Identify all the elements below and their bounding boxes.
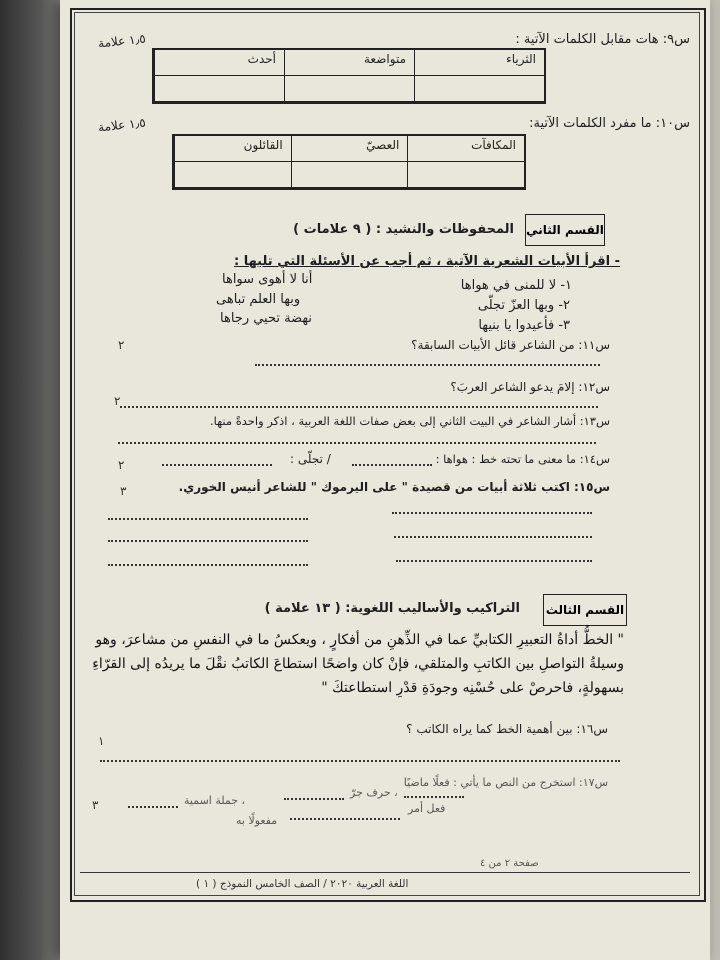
q17-answer-3[interactable] — [128, 806, 178, 808]
q10-word-1: المكافآت — [407, 136, 524, 162]
q10-answer-1[interactable] — [407, 162, 524, 188]
footer-subject: اللغة العربية ٢٠٢٠ / الصف الخامس النموذج ( ١ ) — [196, 878, 409, 890]
q9-answer-3[interactable] — [154, 76, 284, 102]
passage-line-2: وسيلةُ التواصلِ بين الكاتبِ والمتلقي، فإنْ كان واضحًا استطاعَ الكاتبُ نقْلَ ما يريدُه إلى القرّاءِ — [92, 656, 624, 672]
q11-mark: ٢ — [118, 338, 125, 352]
q10-mark: ١٫٥ علامة — [97, 115, 147, 135]
q15-line-1l[interactable] — [108, 518, 308, 520]
q9-answer-1[interactable] — [414, 76, 544, 102]
q10-label: س١٠: ما مفرد الكلمات الآتية: — [529, 116, 690, 131]
q12-mark: ٢ — [114, 394, 121, 408]
q17-part-2: ، جملة اسمية — [184, 794, 246, 807]
q10-table — [172, 134, 526, 190]
q9-word-2: متواضعة — [284, 50, 414, 76]
q13-answer-line[interactable] — [118, 442, 596, 444]
q15-line-2l[interactable] — [108, 540, 308, 542]
section-3-title: التراكيب والأساليب اللغوية: ( ١٣ علامة ) — [264, 601, 520, 616]
verse-3-right: ٣- فأعيدوا يا بنيها — [478, 318, 570, 333]
q15-label: س١٥: اكتب ثلاثة أبيات من قصيدة " على اليرموك " للشاعر أنيس الخوري. — [178, 480, 610, 494]
q14-mark: ٢ — [118, 458, 125, 472]
q15-line-3l[interactable] — [108, 564, 308, 566]
q17-answer-4[interactable] — [290, 818, 400, 820]
q9-word-1: الثرياء — [414, 50, 544, 76]
q15-line-2r[interactable] — [394, 536, 592, 538]
q16-answer-line[interactable] — [100, 760, 620, 762]
q9-mark: ١٫٥ علامة — [97, 31, 147, 51]
verse-3-left: نهضة تحيي رجاها — [220, 311, 312, 326]
verse-2-right: ٢- وبها العزّ تجلّى — [477, 298, 570, 313]
q17-mark: ٣ — [92, 798, 99, 812]
footer-page-number: صفحة ٢ من ٤ — [480, 858, 539, 869]
q17-part-1: ، حرف جرّ — [350, 786, 398, 799]
q11-label: س١١: من الشاعر قائل الأبيات السابقة؟ — [411, 338, 610, 352]
q15-line-1r[interactable] — [392, 512, 592, 514]
q10-word-2: العصيّ — [291, 136, 408, 162]
q10-answer-3[interactable] — [174, 162, 291, 188]
q10-answer-2[interactable] — [291, 162, 408, 188]
verse-1-right: ١- لا للمنى في هواها — [460, 278, 572, 293]
q14-answer-1[interactable] — [352, 464, 432, 466]
verse-2-left: وبها العلم تباهى — [216, 292, 301, 307]
q15-mark: ٣ — [120, 484, 127, 498]
q17-part-4: مفعولًا به — [236, 814, 278, 827]
q9-word-3: أحدث — [154, 50, 284, 76]
q9-label: س٩: هات مقابل الكلمات الآتية : — [515, 32, 690, 47]
q15-line-3r[interactable] — [396, 560, 592, 562]
q10-word-3: القائلون — [174, 136, 291, 162]
q16-label: س١٦: بين أهمية الخط كما يراه الكاتب ؟ — [406, 722, 608, 736]
q12-label: س١٢: إلامَ يدعو الشاعر العربَ؟ — [450, 380, 610, 394]
poem-instruction: - اقرأ الأبيات الشعرية الآتية ، ثم أجب عن الأسئلة التي تليها : — [233, 254, 620, 269]
passage-line-1: " الخطُّ أداةُ التعبيرِ الكتابيِّ عما في الذِّهنِ من أفكارٍ ، ويعكسُ ما في النفسِ من مشاعرَ، وهو — [95, 632, 624, 648]
q14-answer-2[interactable] — [162, 464, 272, 466]
q9-table — [152, 48, 546, 104]
passage-line-3: بسهولةٍ، فاحرصْ على حُسْنِه وجودَةِ قدْرِ استطاعتكَ " — [321, 680, 624, 696]
q14-label: س١٤: ما معنى ما تحته خط : هواها : — [435, 452, 610, 466]
q14-mid: / تجلّى : — [290, 452, 331, 466]
verse-1-left: أنا لا أهوى سواها — [222, 272, 313, 287]
q11-answer-line[interactable] — [255, 364, 600, 366]
section-3-box: القسم الثالث — [543, 594, 627, 626]
q17-part-3: فعل أمر — [408, 802, 446, 815]
q17-answer-2[interactable] — [284, 798, 344, 800]
q16-mark: ١ — [98, 734, 105, 748]
q9-answer-2[interactable] — [284, 76, 414, 102]
section-2-title: المحفوظات والنشيد : ( ٩ علامات ) — [293, 222, 514, 237]
q13-label: س١٣: أشار الشاعر في البيت الثاني إلى بعض صفات اللغة العربية ، اذكر واحدةً منها. — [209, 414, 610, 428]
q12-answer-line[interactable] — [120, 406, 598, 408]
footer-rule — [80, 872, 690, 873]
q17-label: س١٧: استخرج من النص ما يأتي : فعلًا ماضيًا — [403, 776, 608, 789]
section-2-box: القسم الثاني — [525, 214, 605, 246]
q17-answer-1[interactable] — [404, 796, 464, 798]
